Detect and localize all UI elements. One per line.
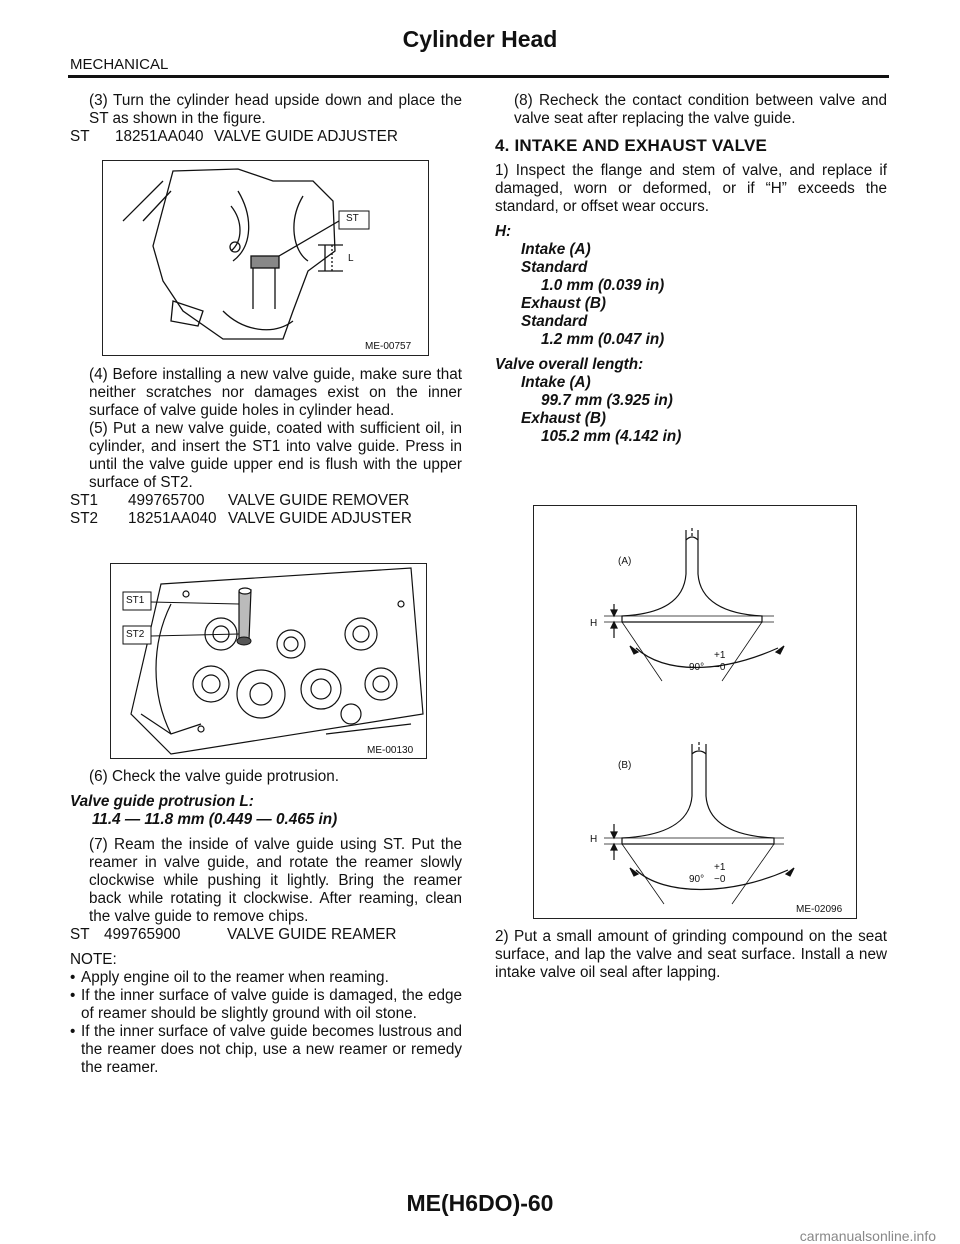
st-name: VALVE GUIDE REAMER bbox=[227, 926, 397, 943]
st-part: 499765700 bbox=[128, 492, 205, 509]
watermark: carmanualsonline.info bbox=[799, 1228, 936, 1244]
fig3-label-b: (B) bbox=[618, 760, 632, 771]
note-3: • If the inner surface of valve guide becomes lustrous and the reamer does not chip, use a new reamer or remedy the reamer. bbox=[70, 1023, 462, 1077]
fig2-label-st2: ST2 bbox=[126, 629, 145, 640]
fig2-label-st1: ST1 bbox=[126, 595, 145, 606]
section-label: MECHANICAL bbox=[70, 56, 169, 73]
note-title: NOTE: bbox=[70, 951, 117, 968]
header-rule bbox=[68, 75, 889, 78]
step-8: (8) Recheck the contact condition between valve and valve seat after replacing the valve guide. bbox=[514, 92, 887, 127]
valve-drawing bbox=[534, 506, 856, 918]
left-column-3 bbox=[70, 768, 462, 1077]
fig3-angle-a: 90° bbox=[689, 662, 705, 673]
item-1: 1) Inspect the flange and stem of valve, and replace if damaged, worn or deformed, or if “H” exceeds the standard, or offset wear occurs. bbox=[495, 162, 887, 215]
left-column-2 bbox=[70, 366, 462, 528]
item-2: 2) Put a small amount of grinding compound on the seat surface, and lap the valve and seat surface. Install a new intake valve oil seal after lapping. bbox=[495, 928, 887, 981]
h-spec-title: H: bbox=[495, 223, 512, 240]
st-code: ST1 bbox=[70, 492, 99, 509]
page-title: Cylinder Head bbox=[402, 26, 558, 52]
step-5: (5) Put a new valve guide, coated with sufficient oil, in cylinder, and insert the ST1 into valve guide. Press in until the valve guide upper end is flush with the upper surface of ST2. bbox=[89, 420, 462, 491]
fig3-angle-b: 90° bbox=[689, 874, 705, 885]
fig3-tol-plus-b: +1 bbox=[714, 862, 726, 873]
fig1-label-st: ST bbox=[346, 213, 359, 224]
st-name: VALVE GUIDE ADJUSTER bbox=[228, 510, 412, 527]
len-spec-intake: Intake (A) bbox=[521, 374, 591, 391]
st-name: VALVE GUIDE ADJUSTER bbox=[214, 128, 398, 145]
fig3-label-h-b: H bbox=[590, 834, 598, 845]
fig3-id: ME-02096 bbox=[796, 904, 843, 915]
st-part: 499765900 bbox=[104, 926, 181, 943]
len-spec-intake-val: 99.7 mm (3.925 in) bbox=[541, 392, 673, 409]
h-spec-exhaust-val: 1.2 mm (0.047 in) bbox=[541, 331, 665, 348]
fig3-label-a: (A) bbox=[618, 556, 632, 567]
len-spec-title: Valve overall length: bbox=[495, 356, 644, 373]
step-3: (3) Turn the cylinder head upside down and place the ST as shown in the figure. bbox=[89, 92, 462, 127]
h-spec-intake-val: 1.0 mm (0.039 in) bbox=[541, 277, 665, 294]
step-6: (6) Check the valve guide protrusion. bbox=[89, 768, 339, 785]
fig1-id: ME-00757 bbox=[365, 341, 412, 352]
page-number: ME(H6DO)-60 bbox=[406, 1190, 554, 1216]
st-line-3 bbox=[70, 128, 462, 146]
fig3-tol-minus-a: −0 bbox=[714, 662, 726, 673]
st-code: ST bbox=[70, 128, 90, 145]
step-7: (7) Ream the inside of valve guide using ST. Put the reamer in valve guide, and rotate the reamer slowly clockwise while pushing it lightly. Bring the reamer back while rotating it clockwise. After reaming, clean the valve guide to remove chips. bbox=[89, 836, 462, 925]
st-part: 18251AA040 bbox=[128, 510, 217, 527]
len-spec-exhaust: Exhaust (B) bbox=[521, 410, 606, 427]
h-spec-intake: Intake (A) bbox=[521, 241, 591, 258]
note-1: • Apply engine oil to the reamer when reaming. bbox=[70, 969, 462, 987]
fig2-id: ME-00130 bbox=[367, 745, 414, 756]
st-line-5a bbox=[70, 492, 462, 510]
fig1-label-l: L bbox=[348, 253, 354, 264]
figure-valve-guide-adjuster bbox=[102, 160, 429, 356]
st-name: VALVE GUIDE REMOVER bbox=[228, 492, 410, 509]
figure-valve-dimensions bbox=[533, 505, 857, 919]
fig3-label-h-a: H bbox=[590, 618, 598, 629]
h-spec-exhaust-std: Standard bbox=[521, 313, 588, 330]
st-code: ST2 bbox=[70, 510, 99, 527]
st-line-5b bbox=[70, 510, 462, 528]
note-2: • If the inner surface of valve guide is damaged, the edge of reamer should be slightly ground with oil stone. bbox=[70, 987, 462, 1023]
right-column-2 bbox=[495, 928, 887, 982]
spec-protrusion-title: Valve guide protrusion L: bbox=[70, 793, 254, 810]
h-spec-exhaust: Exhaust (B) bbox=[521, 295, 606, 312]
left-column bbox=[70, 92, 462, 146]
st-part: 18251AA040 bbox=[115, 128, 204, 145]
st-code: ST bbox=[70, 926, 90, 943]
h-spec-intake-std: Standard bbox=[521, 259, 588, 276]
figure-valve-guide-remover bbox=[110, 563, 427, 759]
cylinder-head-top-drawing bbox=[111, 564, 426, 758]
right-column bbox=[495, 92, 887, 446]
spec-protrusion-value: 11.4 — 11.8 mm (0.449 — 0.465 in) bbox=[92, 811, 338, 828]
len-spec-exhaust-val: 105.2 mm (4.142 in) bbox=[541, 428, 682, 445]
st-line-7 bbox=[70, 926, 462, 944]
section-heading: 4. INTAKE AND EXHAUST VALVE bbox=[495, 136, 768, 155]
step-4: (4) Before installing a new valve guide, make sure that neither scratches nor damages exist on the inner surface of valve guide holes in cylinder head. bbox=[89, 366, 462, 419]
fig3-tol-minus-b: −0 bbox=[714, 874, 726, 885]
fig3-tol-plus-a: +1 bbox=[714, 650, 726, 661]
cylinder-head-section-drawing bbox=[103, 161, 428, 355]
